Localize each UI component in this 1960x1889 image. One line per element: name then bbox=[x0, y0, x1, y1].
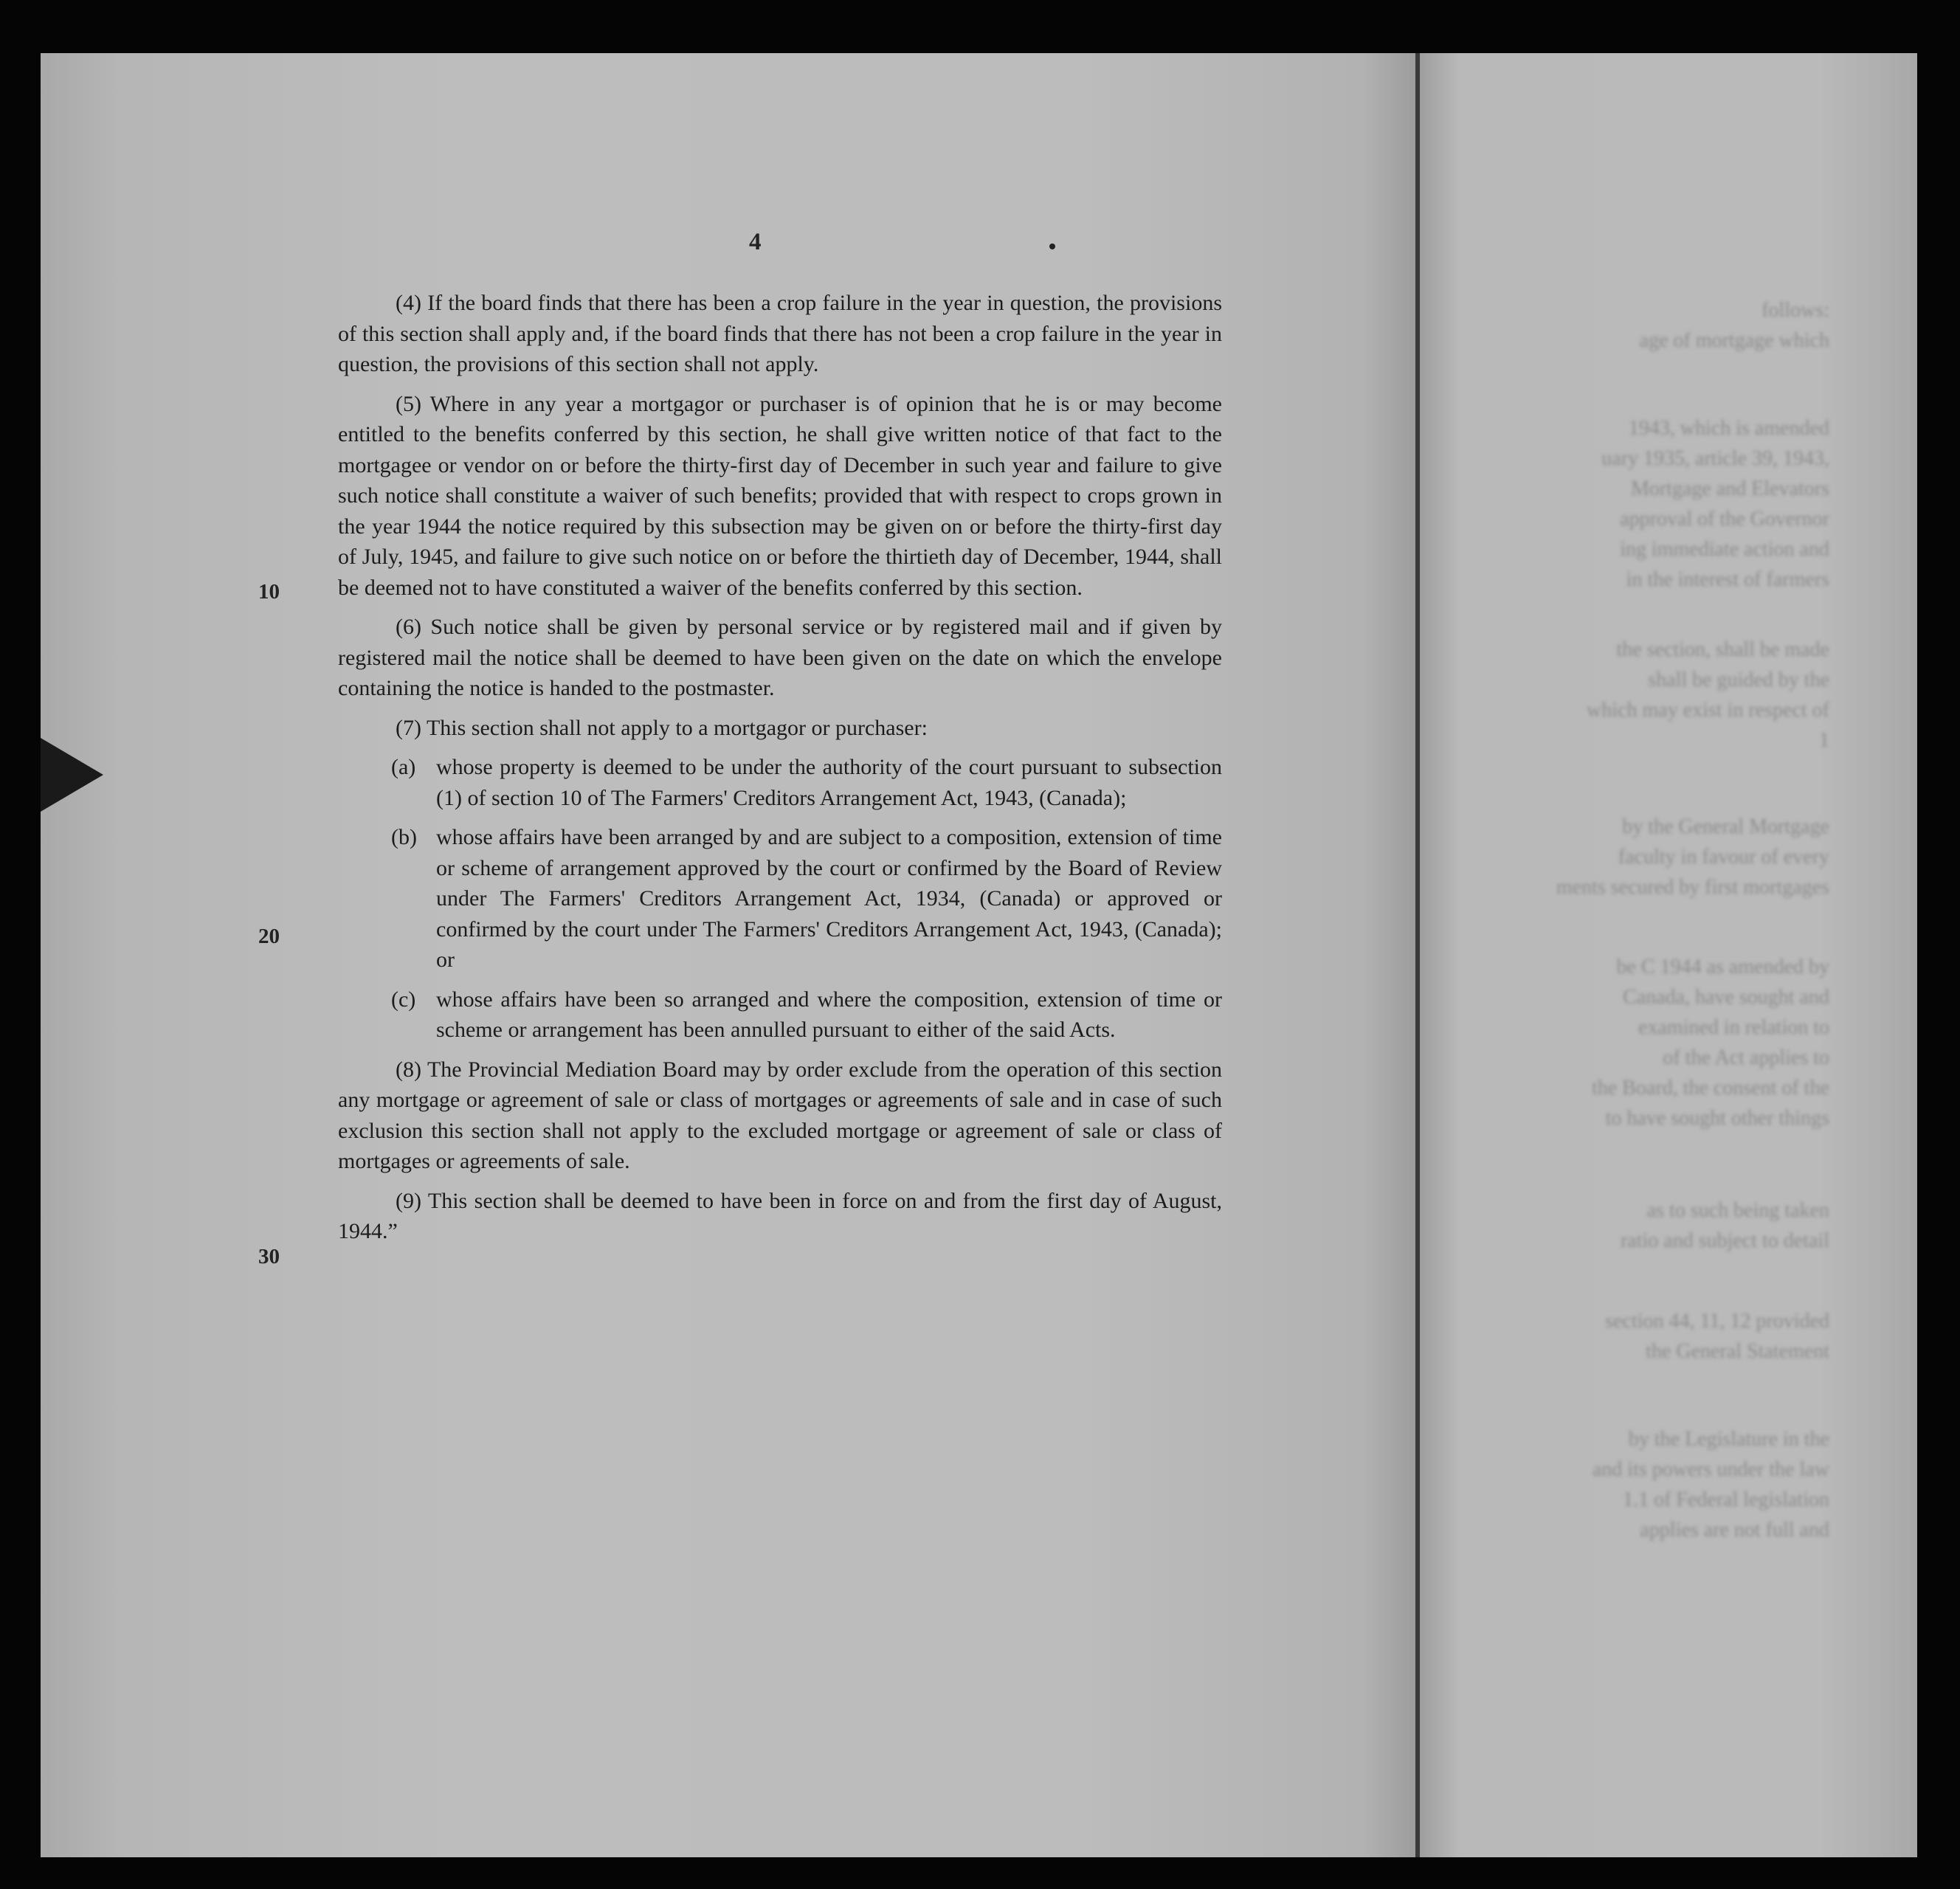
bleed-line: 1943, which is amended bbox=[1628, 417, 1829, 440]
binding-tab bbox=[41, 738, 103, 812]
bleed-block bbox=[1446, 1306, 1829, 1367]
clause-text: whose affairs have been so arranged and where the composition, extension of time or scheme or arrangement has been annulled pursuant to either of the said Acts. bbox=[436, 987, 1222, 1042]
bleed-line: 1 bbox=[1819, 729, 1829, 752]
bleed-line: be C 1944 as amended by bbox=[1616, 956, 1829, 978]
paragraph-8: (8) The Provincial Mediation Board may by order exclude from the operation of this section any mortgage or agreement of sale or class of mortgages or agreements of sale and in case of such exclusion this section shall not apply to the excluded mortgage or agreement of sale or class of mortgages or agreements of sale. bbox=[338, 1057, 1222, 1173]
bleed-line: by the General Mortgage bbox=[1622, 815, 1829, 838]
ink-speck bbox=[1049, 244, 1055, 249]
page-number: 4 bbox=[749, 229, 762, 255]
bleed-line: of the Act applies to bbox=[1663, 1046, 1829, 1069]
bleed-line: Canada, have sought and bbox=[1623, 986, 1829, 1009]
clause-label: (b) bbox=[391, 825, 417, 849]
bleed-line: the section, shall be made bbox=[1616, 638, 1829, 661]
bleed-line: examined in relation to bbox=[1638, 1016, 1829, 1039]
bleed-block bbox=[1446, 1424, 1829, 1545]
paragraph-6: (6) Such notice shall be given by personal service or by registered mail and if given by registered mail the notice shall be deemed to have been given on the date on which the envelope containing the notice is handed to the postmaster. bbox=[338, 615, 1222, 700]
bleed-block bbox=[1446, 413, 1829, 595]
bleed-line: Mortgage and Elevators bbox=[1630, 477, 1829, 500]
bleed-block bbox=[1446, 952, 1829, 1133]
bleed-line: in the interest of farmers bbox=[1626, 568, 1829, 591]
clause-text: whose property is deemed to be under the authority of the court pursuant to subsection (1) of section 10 of The Farmers' Creditors Arrangement Act, 1943, (Canada); bbox=[436, 755, 1222, 810]
clause-label: (a) bbox=[391, 755, 416, 779]
clause-c bbox=[338, 984, 1222, 1046]
bleed-line: ratio and subject to detail bbox=[1620, 1229, 1829, 1252]
bleed-line: and its powers under the law bbox=[1592, 1458, 1829, 1481]
bleed-line: to have sought other things bbox=[1605, 1107, 1829, 1130]
bleed-line: the General Statement bbox=[1646, 1340, 1829, 1363]
bleed-line: age of mortgage which bbox=[1639, 329, 1829, 352]
bleed-line: ments secured by first mortgages bbox=[1556, 876, 1829, 899]
bleed-line: ing immediate action and bbox=[1620, 538, 1829, 561]
clause-label: (c) bbox=[391, 987, 416, 1012]
clause-a bbox=[338, 752, 1222, 813]
bleed-block bbox=[1446, 1195, 1829, 1256]
clause-b bbox=[338, 822, 1222, 975]
bleed-line: approval of the Governor bbox=[1620, 508, 1829, 531]
bleed-line: the Board, the consent of the bbox=[1592, 1077, 1829, 1099]
bleed-line: which may exist in respect of bbox=[1587, 699, 1829, 722]
line-marker-20: 20 bbox=[258, 925, 280, 948]
paragraph-4: (4) If the board finds that there has been a crop failure in the year in question, the provisions of this section shall apply and, if the board finds that there has not been a crop failure in the year in question, the provisions of this section shall not apply. bbox=[338, 291, 1222, 376]
bleed-line: uary 1935, article 39, 1943, bbox=[1601, 447, 1829, 470]
bleed-line: faculty in favour of every bbox=[1618, 846, 1829, 868]
bleed-line: as to such being taken bbox=[1646, 1199, 1829, 1222]
bleed-line: section 44, 11, 12 provided bbox=[1605, 1310, 1829, 1333]
line-marker-10: 10 bbox=[258, 580, 280, 604]
clause-text: whose affairs have been arranged by and are subject to a composition, extension of time or scheme of arrangement approved by the court or confirmed by the Board of Review under The Farmers' Creditors Arrangement Act, 1934, (Canada) or approved or confirmed by the court under The Farmers' Creditors Arrangement Act, 1943, (Canada); or bbox=[436, 825, 1222, 972]
line-marker-30: 30 bbox=[258, 1245, 280, 1268]
document-body bbox=[338, 288, 1222, 1256]
bleed-line: by the Legislature in the bbox=[1628, 1428, 1829, 1451]
bleed-line: follows: bbox=[1761, 299, 1829, 322]
bleed-line: shall be guided by the bbox=[1648, 669, 1829, 691]
bleed-block bbox=[1446, 812, 1829, 902]
bleed-block bbox=[1446, 635, 1829, 756]
paragraph-7: (7) This section shall not apply to a mortgagor or purchaser: bbox=[396, 715, 928, 740]
paragraph-5: (5) Where in any year a mortgagor or purchaser is of opinion that he is or may become entitled to the benefits conferred by this section, he shall give written notice of that fact to the mortgagee or vendor on or before the thirty-first day of December in such year and failure to give such notice shall constitute a waiver of such benefits; provided that with respect to crops grown in the year 1944 the notice required by this subsection may be given on or before the thirty-first day of July, 1945, and failure to give such notice on or before the thirtieth day of December, 1944, shall be deemed not to have constituted a waiver of the benefits conferred by this section. bbox=[338, 391, 1222, 600]
bleed-line: applies are not full and bbox=[1640, 1519, 1829, 1541]
right-page bbox=[1420, 53, 1917, 1857]
bleed-block bbox=[1446, 295, 1829, 356]
bleed-line: 1.1 of Federal legislation bbox=[1623, 1488, 1829, 1511]
paragraph-9: (9) This section shall be deemed to have been in force on and from the first day of August, 1944.” bbox=[338, 1188, 1222, 1243]
